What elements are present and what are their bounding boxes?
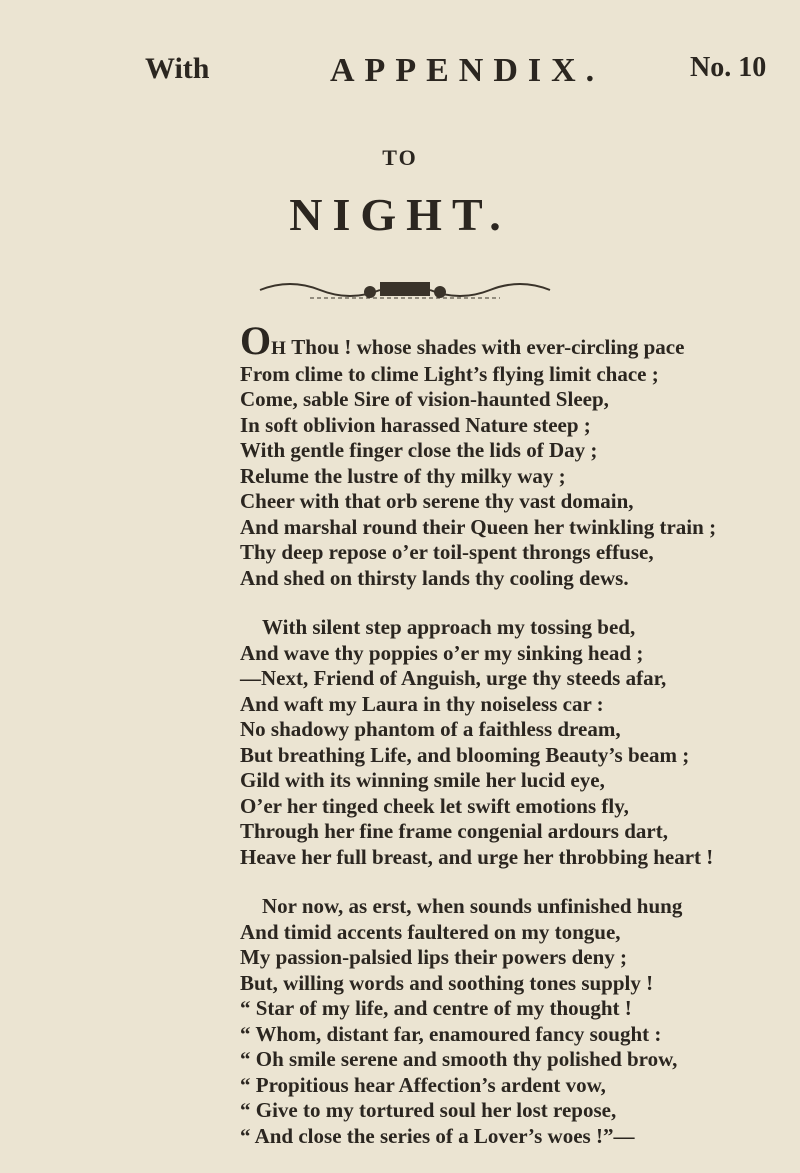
dedication-to: TO — [382, 145, 418, 170]
poem-line: And marshal round their Queen her twinkling train ; — [240, 514, 717, 539]
drop-cap: O — [240, 318, 272, 363]
poem-line: With gentle finger close the lids of Day ; — [240, 438, 598, 462]
poem-line: O’er her tinged cheek let swift emotions fly, — [240, 793, 629, 818]
header-number: No. 10 — [690, 52, 767, 83]
poem-line: No shadowy phantom of a faithless dream, — [240, 717, 621, 741]
poem-line: Through her fine frame congenial ardours dart, — [240, 819, 668, 843]
poem-line: Thy deep repose o’er toil-spent throngs effuse, — [240, 540, 654, 564]
header-left-note: With — [145, 52, 210, 85]
poem-line: And wave thy poppies o’er my sinking head ; — [240, 640, 644, 665]
poem-line: “ Star of my life, and centre of my thought ! — [240, 996, 632, 1020]
first-word-rest: H — [271, 338, 287, 359]
poem-line: “ Give to my tortured soul her lost repose, — [240, 1098, 617, 1122]
ornament-divider-icon — [250, 268, 560, 308]
header-appendix: APPENDIX. — [330, 52, 605, 89]
poem-line: “ And close the series of a Lover’s woes !”— — [240, 1123, 635, 1148]
poem-line: Come, sable Sire of vision-haunted Sleep, — [240, 387, 609, 411]
poem-line: Nor now, as erst, when sounds unfinished hung — [262, 894, 683, 918]
poem-line: —Next, Friend of Anguish, urge thy steeds afar, — [240, 666, 667, 690]
stanza-3 — [240, 894, 790, 1149]
poem-line: Cheer with that orb serene thy vast domain, — [240, 489, 634, 513]
poem-line: And shed on thirsty lands thy cooling dews. — [240, 565, 629, 590]
poem-line: “ Propitious hear Affection’s ardent vow, — [240, 1072, 606, 1097]
poem-line: And timid accents faultered on my tongue, — [240, 919, 621, 944]
stanza-2 — [240, 615, 790, 870]
poem-line: “ Oh smile serene and smooth thy polished brow, — [240, 1047, 678, 1071]
page-header — [0, 52, 800, 92]
poem-body — [240, 318, 790, 1173]
poem-line: Heave her full breast, and urge her throbbing heart ! — [240, 844, 714, 869]
poem-line: In soft oblivion harassed Nature steep ; — [240, 412, 591, 437]
poem-line: From clime to clime Light’s flying limit chace ; — [240, 361, 659, 386]
poem-line: But breathing Life, and blooming Beauty’s beam ; — [240, 742, 690, 767]
poem-line: And waft my Laura in thy noiseless car : — [240, 691, 604, 716]
poem-line: My passion-palsied lips their powers deny ; — [240, 945, 627, 969]
poem-line: But, willing words and soothing tones supply ! — [240, 970, 654, 995]
poem-line: “ Whom, distant far, enamoured fancy sought : — [240, 1021, 662, 1046]
poem-line: Relume the lustre of thy milky way ; — [240, 463, 566, 488]
poem-line: Gild with its winning smile her lucid eye, — [240, 768, 605, 792]
page-title: NIGHT. — [289, 189, 511, 240]
poem-line: With silent step approach my tossing bed, — [262, 615, 636, 639]
poem-line: OH Thou ! whose shades with ever-circling pace — [240, 318, 685, 363]
stanza-1 — [240, 318, 790, 591]
